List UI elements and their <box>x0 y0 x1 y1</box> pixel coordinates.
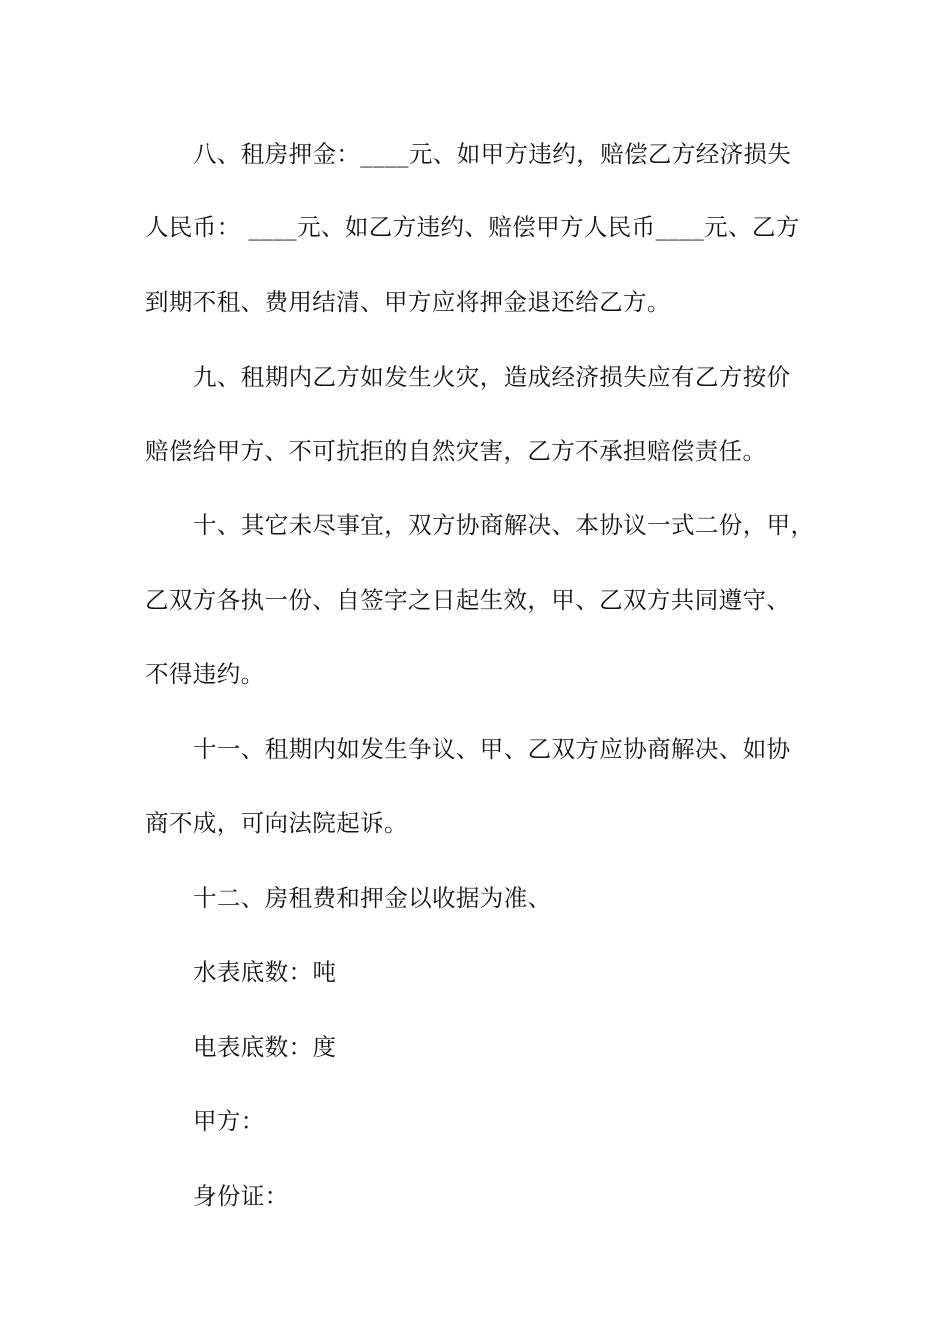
party-a-label: 甲方： <box>193 1107 265 1135</box>
clause-8-line-1: 八、租房押金：____元、如甲方违约，赔偿乙方经济损失 <box>193 140 792 168</box>
clause-11-line-1: 十一、租期内如发生争议、甲、乙双方应协商解决、如协 <box>193 735 791 763</box>
clause-9-line-1: 九、租期内乙方如发生火灾，造成经济损失应有乙方按价 <box>193 363 791 391</box>
clause-10-line-3: 不得违约。 <box>145 660 265 688</box>
clause-9-line-2: 赔偿给甲方、不可抗拒的自然灾害，乙方不承担赔偿责任。 <box>145 437 767 465</box>
clause-8-line-2: 人民币： ____元、如乙方违约、赔偿甲方人民币____元、乙方 <box>145 213 800 241</box>
id-card-label: 身份证： <box>193 1182 289 1210</box>
electric-meter-reading: 电表底数：度 <box>193 1033 337 1061</box>
clause-10-line-2: 乙双方各执一份、自签字之日起生效，甲、乙双方共同遵守、 <box>145 586 791 614</box>
clause-8-line-3: 到期不租、费用结清、甲方应将押金退还给乙方。 <box>145 288 671 316</box>
clause-10-line-1: 十、其它未尽事宜，双方协商解决、本协议一式二份，甲， <box>193 511 815 539</box>
clause-11-line-2: 商不成，可向法院起诉。 <box>145 809 408 837</box>
clause-12-line-1: 十二、房租费和押金以收据为准、 <box>193 884 552 912</box>
water-meter-reading: 水表底数：吨 <box>193 958 337 986</box>
